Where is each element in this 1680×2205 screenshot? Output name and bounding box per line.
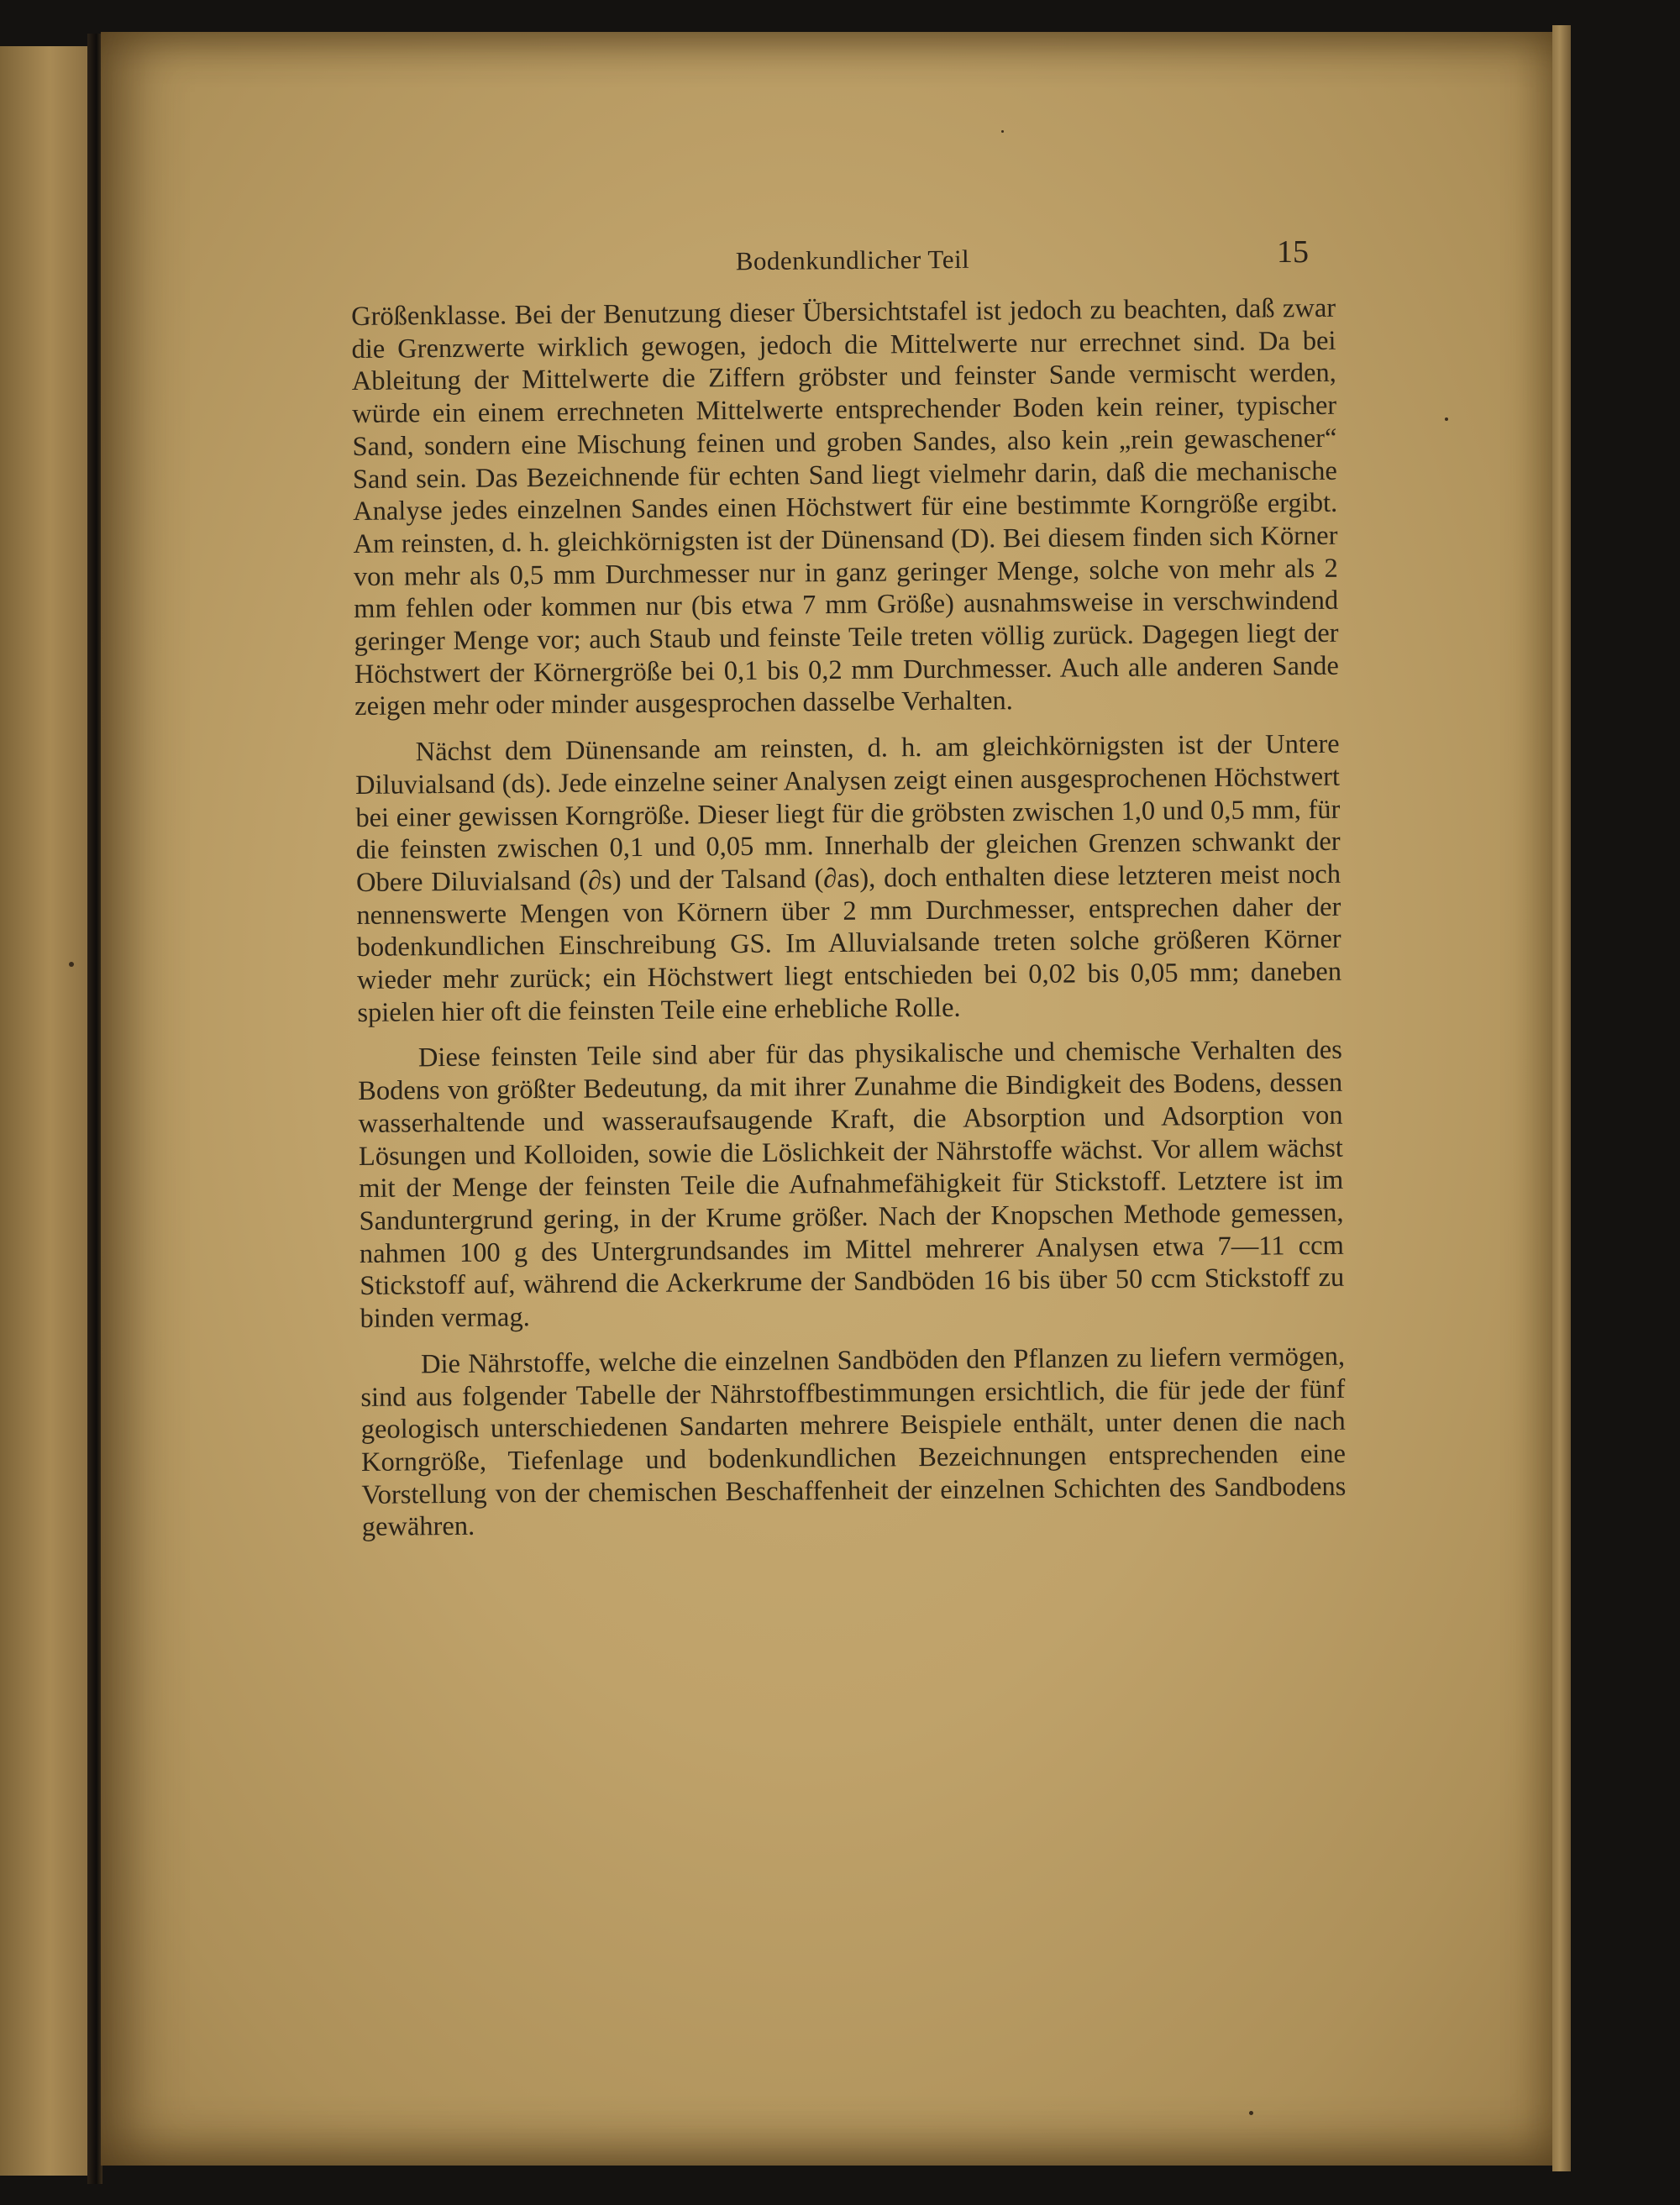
paper-speck: [1249, 2111, 1253, 2115]
paragraph-4: Die Nährstoffe, welche die einzelnen Sandböden den Pflanzen zu liefern vermögen, sind aus folgender Tabelle der Nährstoffbestimmungen ersichtlich, die für jede der fünf geologisch unterschiedenen Sandarten mehrere Beispiele enthält, unter denen die nach Korngröße, Tiefenlage und bodenkundlichen Bezeichnungen entsprechenden eine Vorstellung von der chemischen Beschaffenheit der einzelnen Schichten des Sandbodens gewähren.: [360, 1341, 1347, 1543]
page-number: 15: [1277, 234, 1309, 270]
paper-speck: [1445, 417, 1448, 421]
paper-speck: [69, 962, 74, 967]
paragraph-3: Diese feinsten Teile sind aber für das physikalische und chemische Verhalten des Bodens von größter Bedeutung, da mit ihrer Zunahme die Bindigkeit des Bodens, dessen wasserhaltende und wasseraufsaugende Kraft, die Absorption und Adsorption von Lösungen und Kolloiden, sowie die Löslichkeit der Nährstoffe wächst. Vor allem wächst mit der Menge der feinsten Teile die Aufnahmefähigkeit für Stickstoff. Letztere ist im Sanduntergrund gering, in der Krume größer. Nach der Knopschen Methode gemessen, nahmen 100 g des Untergrundsandes im Mittel mehrerer Analysen etwa 7—11 ccm Stickstoff auf, während die Ackerkrume der Sandböden 16 bis über 50 ccm Stickstoff zu binden vermag.: [358, 1035, 1345, 1335]
facing-page-edge: [0, 46, 91, 2176]
running-head: Bodenkundlicher Teil: [735, 244, 970, 276]
page-fore-edge: [1552, 25, 1571, 2171]
body-text: [351, 292, 1347, 1557]
paragraph-1: Größenklasse. Bei der Benutzung dieser Übersichtstafel ist jedoch zu beachten, daß zwar die Grenzwerte wirklich gewogen, jedoch die Mittelwerte nur errechnet sind. Da bei Ableitung der Mittelwerte die Ziffern gröbster und feinster Sande vermischt werden, würde ein einem errechneten Mittelwerte entsprechender Boden kein reiner, typischer Sand, sondern eine Mischung feinen und groben Sandes, also kein „rein gewaschener“ Sand sein. Das Bezeichnende für echten Sand liegt vielmehr darin, daß die mechanische Analyse jedes einzelnen Sandes einen Höchstwert für eine bestimmte Korngröße ergibt. Am reinsten, d. h. gleichkörnigsten ist der Dünensand (D). Bei diesem finden sich Körner von mehr als 0,5 mm Durchmesser nur in ganz geringer Menge, solche von mehr als 2 mm fehlen oder kommen nur (bis etwa 7 mm Größe) ausnahmsweise in verschwindend geringer Menge vor; auch Staub und feinste Teile treten völlig zurück. Dagegen liegt der Höchstwert der Körnergröße bei 0,1 bis 0,2 mm Durchmesser. Auch alle anderen Sande zeigen mehr oder minder ausgesprochen dasselbe Verhalten.: [351, 292, 1339, 722]
paper-speck: [1001, 130, 1004, 133]
paragraph-2: Nächst dem Dünensande am reinsten, d. h. am gleichkörnigsten ist der Untere Diluvialsand (ds). Jede einzelne seiner Analysen zeigt einen ausgesprochenen Höchstwert bei einer gewissen Korngröße. Dieser liegt für die gröbsten zwischen 1,0 und 0,5 mm, für die feinsten zwischen 0,1 und 0,05 mm. Innerhalb der gleichen Grenzen schwankt der Obere Diluvialsand (∂s) und der Talsand (∂as), doch enthalten diese letzteren meist noch nennenswerte Mengen von Körnern über 2 mm Durchmesser, entsprechen daher der bodenkundlichen Einschreibung GS. Im Alluvialsande treten solche größeren Körner wieder mehr zurück; ein Höchstwert liegt entschieden bei 0,02 bis 0,05 mm; daneben spielen hier oft die feinsten Teile eine erhebliche Rolle.: [354, 728, 1342, 1028]
